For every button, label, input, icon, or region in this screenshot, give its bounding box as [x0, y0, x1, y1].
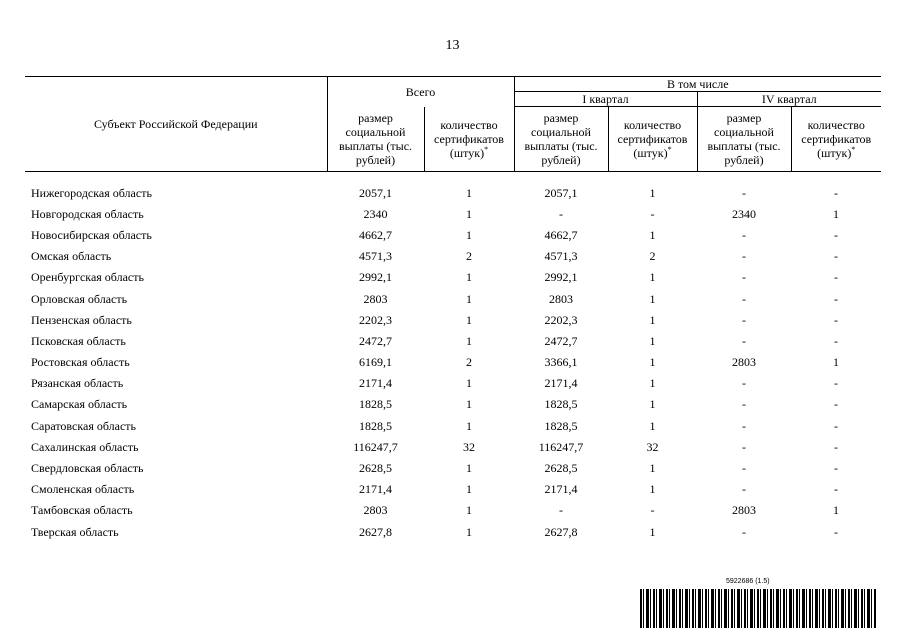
q1-count-cell: 1 [649, 482, 656, 497]
q4-count-cell: - [834, 482, 838, 497]
q4-amount-cell: 2803 [732, 355, 756, 370]
q1-amount-cell: - [559, 206, 563, 221]
footnote-mark: * [667, 145, 672, 154]
table-header [25, 77, 881, 172]
q4-amount-cell: - [742, 333, 746, 348]
region-name-cell: Смоленская область [31, 482, 135, 497]
region-name-cell: Тамбовская область [31, 503, 133, 518]
total-amount-cell: 2628,5 [359, 461, 392, 476]
q4-amount-cell: - [742, 418, 746, 433]
q1-amount-cell: 1828,5 [544, 418, 578, 433]
table-row [25, 352, 881, 373]
q4-count-cell: - [834, 291, 838, 306]
q4-amount-cell: - [742, 397, 746, 412]
region-name-cell: Самарская область [31, 397, 128, 412]
q1-amount-cell: 2472,7 [544, 333, 578, 348]
q4-amount-cell: - [742, 524, 746, 539]
q4-count-cell: - [834, 227, 838, 242]
q1-count-cell: 1 [649, 376, 656, 391]
q4-count-cell: - [834, 461, 838, 476]
region-name-cell: Свердловская область [31, 461, 144, 476]
regions-table-wrapper [25, 76, 881, 542]
total-count-cell: 1 [466, 270, 472, 285]
q4-amount-cell: - [742, 227, 746, 242]
q4-count-cell: - [834, 312, 838, 327]
region-name-cell: Оренбургская область [31, 270, 144, 285]
region-name-cell: Новосибирская область [31, 227, 152, 242]
q4-amount-cell: - [742, 376, 746, 391]
total-amount-cell: 4662,7 [359, 227, 392, 242]
q1-amount-cell: 2202,3 [544, 312, 578, 327]
total-count-cell: 1 [466, 503, 472, 518]
region-name-cell: Сахалинская область [31, 439, 139, 454]
table-row [25, 288, 881, 309]
total-count-cell: 1 [466, 185, 472, 200]
q4-count-cell: - [834, 524, 838, 539]
quarter4-header: IV квартал [697, 92, 881, 107]
q4-amount-cell: - [742, 461, 746, 476]
table-row [25, 203, 881, 224]
q1-count-cell: - [650, 206, 655, 221]
total-count-cell: 1 [466, 206, 472, 221]
q1-count-cell: 1 [649, 312, 656, 327]
q1-count-cell: 1 [649, 333, 656, 348]
total-amount-cell: 2992,1 [359, 270, 392, 285]
q4-amount-cell: - [742, 482, 746, 497]
q1-count-cell: 1 [649, 291, 656, 306]
table-row [25, 457, 881, 478]
header-spacer [25, 172, 881, 183]
table-row [25, 500, 881, 521]
region-name-cell: Омская область [31, 249, 112, 264]
total-amount-cell: 2803 [363, 291, 388, 306]
regions-table [25, 76, 881, 542]
total-amount-cell: 1828,5 [359, 418, 392, 433]
total-amount-cell: 2057,1 [359, 185, 392, 200]
q4-count-cell: - [834, 333, 838, 348]
region-name-cell: Новгородская область [31, 206, 144, 221]
q1-amount-cell: 2171,4 [544, 376, 578, 391]
region-name-cell: Орловская область [31, 291, 128, 306]
q4-count-cell: - [834, 249, 838, 264]
table-body [25, 172, 881, 543]
total-count-cell: 1 [466, 397, 472, 412]
q1-count-cell: 1 [649, 397, 656, 412]
q1-count-cell: - [650, 503, 655, 518]
q4-count-cell: 1 [833, 206, 839, 221]
q4-count-cell: 1 [833, 503, 839, 518]
q1-amount-cell: - [559, 503, 563, 518]
table-row [25, 224, 881, 245]
total-amount-cell: 2202,3 [359, 312, 392, 327]
q4-count-cell: - [834, 397, 838, 412]
total-count-cell: 1 [466, 482, 472, 497]
q1-amount-header: размер социальной выплаты (тыс. рублей) [514, 107, 608, 172]
q1-count-cell: 1 [649, 524, 656, 539]
region-name-cell: Тверская область [31, 524, 119, 539]
region-name-cell: Рязанская область [31, 376, 124, 391]
q1-amount-cell: 2992,1 [544, 270, 578, 285]
quarter1-header: I квартал [514, 92, 697, 107]
q1-count-cell: 1 [649, 185, 656, 200]
total-count-header: количество сертификатов (штук)* [424, 107, 514, 172]
total-amount-cell: 2803 [363, 503, 388, 518]
table-row [25, 373, 881, 394]
q4-count-cell: - [834, 439, 838, 454]
total-count-cell: 1 [466, 227, 472, 242]
total-group-header: Всего [327, 77, 514, 107]
q4-amount-cell: - [742, 439, 746, 454]
total-count-cell: 2 [466, 249, 472, 264]
q1-amount-cell: 2057,1 [544, 185, 578, 200]
total-count-cell: 1 [466, 312, 472, 327]
total-count-cell: 1 [466, 418, 472, 433]
barcode-block [640, 578, 876, 630]
q1-amount-cell: 3366,1 [544, 355, 578, 370]
q4-count-header: количество сертификатов (штук)* [791, 107, 881, 172]
table-row [25, 182, 881, 203]
q4-amount-cell: - [742, 312, 746, 327]
q1-amount-cell: 4571,3 [544, 249, 578, 264]
q1-count-cell: 32 [646, 439, 659, 454]
q4-amount-cell: - [742, 291, 746, 306]
subject-column-header: Субъект Российской Федерации [25, 77, 327, 172]
table-row [25, 479, 881, 500]
total-amount-cell: 2627,8 [359, 524, 392, 539]
total-amount-cell: 2171,4 [359, 376, 392, 391]
table-row [25, 330, 881, 351]
table-row [25, 246, 881, 267]
footnote-mark: * [851, 145, 856, 154]
region-name-cell: Саратовская область [31, 418, 137, 433]
q1-amount-cell: 116247,7 [538, 439, 584, 454]
footnote-mark: * [484, 144, 489, 154]
q1-count-header: количество сертификатов (штук)* [608, 107, 697, 172]
total-count-cell: 1 [466, 524, 472, 539]
q1-count-cell: 1 [649, 270, 656, 285]
total-amount-cell: 6169,1 [359, 355, 392, 370]
q1-amount-cell: 2171,4 [544, 482, 578, 497]
region-name-cell: Пензенская область [31, 312, 132, 327]
total-amount-cell: 4571,3 [359, 249, 392, 264]
barcode-caption: 5922686 (1.5) [726, 578, 770, 585]
q1-count-cell: 1 [649, 227, 656, 242]
total-amount-cell: 2340 [363, 206, 388, 221]
table-row [25, 309, 881, 330]
table-row [25, 521, 881, 542]
total-amount-cell: 116247,7 [353, 439, 398, 454]
page-number: 13 [445, 38, 460, 53]
q1-count-cell: 1 [649, 355, 656, 370]
q4-amount-cell: - [742, 185, 746, 200]
q1-amount-cell: 2628,5 [544, 461, 578, 476]
total-count-cell: 32 [463, 439, 475, 454]
table-row [25, 267, 881, 288]
total-amount-cell: 1828,5 [359, 397, 392, 412]
q4-amount-cell: - [742, 270, 746, 285]
table-row [25, 394, 881, 415]
q1-amount-cell: 4662,7 [544, 227, 578, 242]
including-group-header: В том числе [514, 77, 881, 92]
total-amount-header: размер социальной выплаты (тыс. рублей) [327, 107, 424, 172]
q1-amount-cell: 1828,5 [544, 397, 578, 412]
total-count-cell: 1 [466, 333, 472, 348]
total-amount-cell: 2171,4 [359, 482, 392, 497]
region-name-cell: Нижегородская область [31, 185, 152, 200]
region-name-cell: Ростовская область [31, 355, 130, 370]
total-count-cell: 1 [466, 376, 472, 391]
q4-amount-cell: 2803 [732, 503, 756, 518]
barcode-icon [640, 589, 876, 628]
table-row [25, 415, 881, 436]
q1-count-cell: 1 [649, 461, 656, 476]
region-name-cell: Псковская область [31, 333, 126, 348]
q1-amount-cell: 2627,8 [544, 524, 578, 539]
q4-amount-header: размер социальной выплаты (тыс. рублей) [697, 107, 791, 172]
q4-count-cell: - [834, 418, 838, 433]
q1-amount-cell: 2803 [549, 291, 573, 306]
q4-amount-cell: - [742, 249, 746, 264]
q4-count-cell: - [834, 270, 838, 285]
total-count-cell: 1 [466, 291, 472, 306]
q1-count-cell: 2 [649, 249, 656, 264]
total-amount-cell: 2472,7 [359, 333, 392, 348]
total-count-cell: 1 [466, 461, 472, 476]
q4-amount-cell: 2340 [732, 206, 756, 221]
total-count-cell: 2 [466, 355, 472, 370]
table-row [25, 436, 881, 457]
q4-count-cell: 1 [833, 355, 839, 370]
q1-count-cell: 1 [649, 418, 656, 433]
q4-count-cell: - [834, 185, 838, 200]
q4-count-cell: - [834, 376, 838, 391]
